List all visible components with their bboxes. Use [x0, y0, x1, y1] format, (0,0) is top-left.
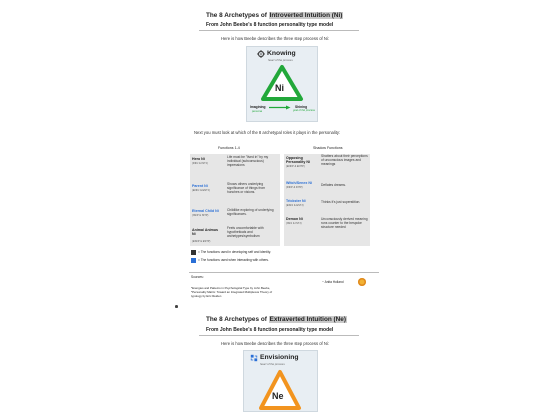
divider [199, 30, 359, 31]
function-types: (INFJ & INTJ) [192, 162, 208, 165]
source-line: typology by Eric Reiden [191, 294, 222, 298]
function-name: Witch/Senex Ni [286, 181, 312, 185]
card-heading: Envisioning [260, 354, 299, 361]
sources-label: Sources: [191, 275, 204, 279]
col-header-right: Shadow Functions [313, 146, 343, 150]
function-types: (ENFJ & ENTJ) [192, 189, 210, 192]
section-subtitle: From John Beebe's 8 function personality type model [206, 327, 334, 333]
author-signature: ~ Anita Holland [322, 280, 344, 284]
left-sub: persona [252, 109, 263, 113]
left-label: Imagining [250, 105, 266, 109]
function-types: (ISFJ & ISTJ) [286, 222, 302, 225]
divider [199, 335, 359, 336]
legend-swatch-dark [191, 250, 196, 255]
legend-text: = The functions used when interacting with others. [198, 258, 269, 262]
col-header-left: Functions 1-4 [218, 146, 240, 150]
function-types: (ESFJ & ESTJ) [286, 204, 304, 207]
functions-table-left [190, 154, 280, 246]
section-title: The 8 Archetypes of Extraverted Intuition (Ne) [206, 316, 346, 323]
function-types: (ESFP & ESTP) [192, 240, 211, 243]
author-avatar [358, 278, 366, 286]
function-name: Opposing Personality Ni [286, 156, 310, 164]
function-name: Hero Ni [192, 157, 205, 161]
section-subtitle: From John Beebe's 8 function personality type model [206, 22, 334, 28]
function-desc: Thinks it's just superstition. [321, 200, 361, 204]
card-heading-sub: heart of the process [268, 58, 293, 62]
function-desc: Childlike exploring of underlying significances. [227, 208, 274, 216]
function-types: (ENFP & ENTP) [286, 165, 305, 168]
function-name: Trickster Ni [286, 199, 306, 203]
process-card-knowing [246, 46, 318, 122]
function-desc: Unconsciously derived meaning runs counter to the bespoke structure needed [321, 217, 368, 229]
cycle-icon [250, 354, 258, 362]
card-heading-sub: heart of the process [260, 362, 285, 366]
function-name: Demon Ni [286, 217, 303, 221]
right-label: Shining [295, 105, 308, 109]
function-desc: Life must be "lived in" by my individual (subconscious) impressions [227, 155, 269, 167]
function-desc: Shatters about their perceptions of unconscious images and meanings [321, 154, 368, 166]
function-types: (INFP & INTP) [286, 186, 303, 189]
card-heading: Knowing [267, 50, 296, 57]
function-name: Eternal Child Ni [192, 209, 219, 213]
next-text: Next you must look at which of the 8 archetypal roles it plays in the personality: [194, 130, 341, 135]
process-card-envisioning [243, 350, 318, 412]
document-page [185, 0, 380, 405]
divider [189, 272, 379, 273]
intro-text: Here is how Beebe describes the three step process of Ni: [221, 341, 329, 346]
function-desc: Feels uncomfortable with hypotheticals and archetypes/symbolism [227, 226, 264, 238]
right-sub: goal of the process [293, 109, 315, 112]
source-line: *Energies and Patterns in Psychological Type by John Beebe, [191, 286, 271, 290]
function-types: (ISFP & ISTP) [192, 214, 209, 217]
section-title: The 8 Archetypes of Introverted Intuition (Ni) [206, 12, 343, 19]
function-desc: Shows others underlying significance of things from hunches or visions. [227, 182, 266, 194]
intro-text: Here is how Beebe describes the three step process of Ni: [221, 36, 329, 41]
function-name: Parent Ni [192, 184, 208, 188]
source-line: *Personality Matrix: Toward an Integrated Multiplexus Theory of [191, 290, 273, 294]
legend-text: = The functions used in developing self and identity. [198, 250, 271, 254]
card-letter: Ni [275, 83, 284, 93]
function-name: Anima/ Animus Ni [192, 228, 219, 236]
legend-swatch-blue [191, 258, 196, 263]
gear-icon [257, 50, 265, 58]
functions-table-right [284, 154, 370, 246]
card-letter: Ne [272, 391, 284, 401]
bullet-marker [175, 305, 178, 308]
function-desc: Deflates dreams. [321, 183, 346, 187]
arrow-right-icon [269, 105, 291, 110]
